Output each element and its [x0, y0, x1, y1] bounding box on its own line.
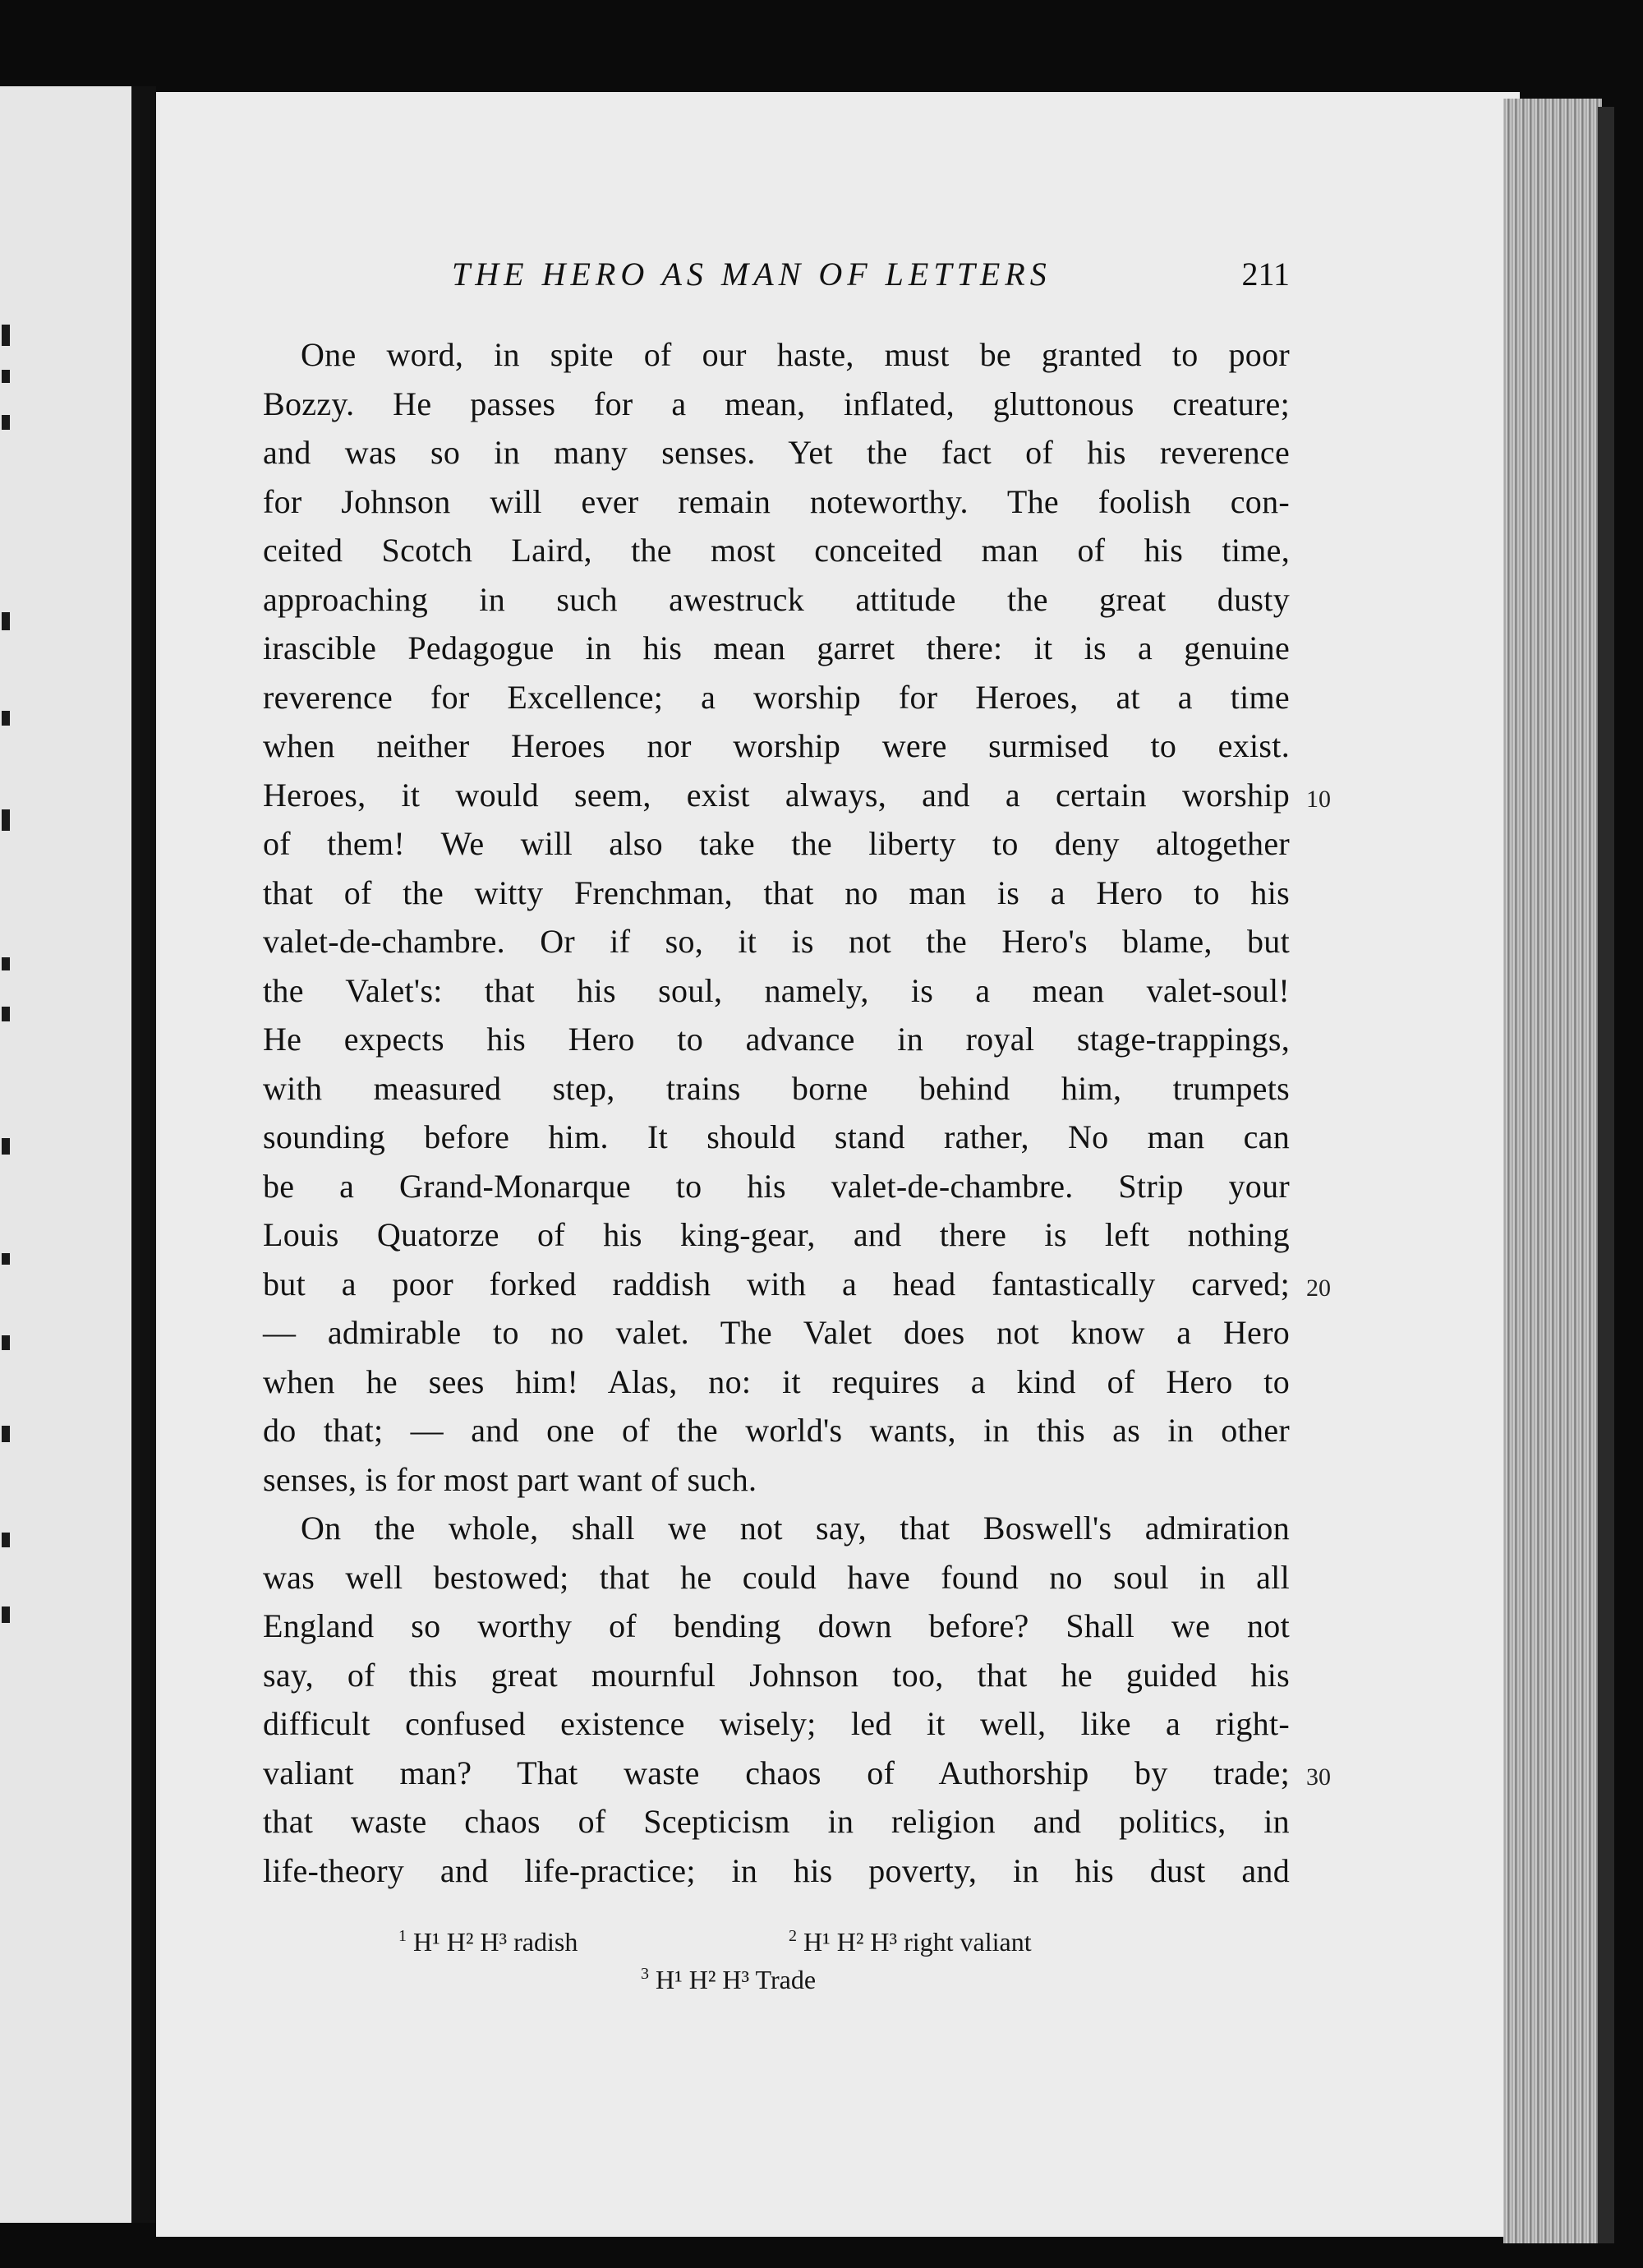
- left-page-text-fragment: [2, 1138, 10, 1155]
- running-head: THE HERO AS MAN OF LETTERS: [452, 256, 1052, 293]
- left-page-text-fragment: [2, 1335, 10, 1350]
- page-header: [263, 255, 1290, 296]
- footnote-marker: 2: [789, 1927, 797, 1945]
- text-line: On the whole, shall we not say, that Boswell's admiration: [301, 1510, 1290, 1547]
- footnote-marker: 3: [641, 1965, 649, 1983]
- left-page-text-fragment: [2, 1533, 10, 1547]
- text-line: [263, 1260, 1290, 1309]
- page-number: 211: [1241, 256, 1290, 293]
- footnote-row: [263, 1923, 1290, 1961]
- text-line: when neither Heroes nor worship were surmised to exist.: [263, 727, 1290, 764]
- footnote-row: [263, 1961, 1290, 1998]
- text-line: of them! We will also take the liberty to deny altogether: [263, 825, 1290, 862]
- text-line: say, of this great mournful Johnson too, that he guided his: [263, 1656, 1290, 1694]
- left-page-text-fragment: [2, 370, 10, 383]
- left-page-text-fragment: [2, 612, 10, 630]
- footnote-2: [789, 1923, 1032, 1961]
- footnote-text: H¹ H² H³ Trade: [656, 1965, 817, 1994]
- text-line: — admirable to no valet. The Valet does not know a Hero: [263, 1314, 1290, 1351]
- text-line: valiant man? That waste chaos of Authorship by trade;: [263, 1754, 1290, 1791]
- text-line: Bozzy. He passes for a mean, inflated, gluttonous creature;: [263, 385, 1290, 422]
- left-page-text-fragment: [2, 809, 10, 831]
- text-line: difficult confused existence wisely; led it well, like a right-: [263, 1705, 1290, 1742]
- left-page-text-fragment: [2, 1253, 10, 1265]
- footnotes: [263, 1923, 1290, 1998]
- footnote-3: [641, 1961, 816, 1998]
- body-text: [263, 330, 1290, 1895]
- footnote-1: [398, 1923, 578, 1961]
- text-line: Louis Quatorze of his king-gear, and there is left nothing: [263, 1216, 1290, 1253]
- text-line: that waste chaos of Scepticism in religion and politics, in: [263, 1803, 1290, 1840]
- text-line: the Valet's: that his soul, namely, is a mean valet-soul!: [263, 971, 1290, 1009]
- left-page-text-fragment: [2, 415, 10, 430]
- left-page-text-fragment: [2, 711, 10, 726]
- left-page-edge: [0, 86, 138, 2223]
- text-line: sounding before him. It should stand rather, No man can: [263, 1118, 1290, 1155]
- footnote-marker: 1: [398, 1927, 407, 1945]
- text-line: ceited Scotch Laird, the most conceited man of his time,: [263, 532, 1290, 569]
- text-line: England so worthy of bending down before? Shall we not: [263, 1607, 1290, 1644]
- left-page-text-fragment: [2, 1606, 10, 1623]
- text-line: reverence for Excellence; a worship for Heroes, at a time: [263, 678, 1290, 716]
- line-number: 30: [1306, 1763, 1331, 1791]
- line-number: 10: [1306, 786, 1331, 813]
- line-number: 20: [1306, 1275, 1331, 1302]
- text-line: approaching in such awestruck attitude the great dusty: [263, 580, 1290, 618]
- text-line: for Johnson will ever remain noteworthy. The foolish con-: [263, 482, 1290, 520]
- text-line: valet-de-chambre. Or if so, it is not the Hero's blame, but: [263, 923, 1290, 960]
- text-line: be a Grand-Monarque to his valet-de-chambre. Strip your: [263, 1167, 1290, 1205]
- text-line: irascible Pedagogue in his mean garret there: it is a genuine: [263, 629, 1290, 666]
- text-line: with measured step, trains borne behind him, trumpets: [263, 1069, 1290, 1107]
- page-edge-shadow: [1598, 107, 1614, 2243]
- text-line: do that; — and one of the world's wants, in this as in other: [263, 1412, 1290, 1449]
- left-page-text-fragment: [2, 325, 10, 346]
- text-line-segment: but a poor forked raddish with a head fantastically carved;: [263, 1265, 1290, 1302]
- text-line: that of the witty Frenchman, that no man is a Hero to his: [263, 874, 1290, 911]
- text-line: and was so in many senses. Yet the fact of his reverence: [263, 434, 1290, 471]
- text-line: He expects his Hero to advance in royal stage-trappings,: [263, 1021, 1290, 1058]
- left-page-text-fragment: [2, 957, 10, 970]
- footnote-text: H¹ H² H³ radish: [413, 1927, 578, 1957]
- text-line: Heroes, it would seem, exist always, and a certain worship: [263, 776, 1290, 814]
- page-edge-stack: [1503, 99, 1602, 2243]
- text-line: when he sees him! Alas, no: it requires a kind of Hero to: [263, 1362, 1290, 1400]
- text-line: life-theory and life-practice; in his poverty, in his dust and: [263, 1851, 1290, 1889]
- footnote-text: H¹ H² H³ right valiant: [803, 1927, 1032, 1957]
- text-line: One word, in spite of our haste, must be granted to poor: [301, 336, 1290, 373]
- text-line: senses, is for most part want of such.: [263, 1460, 757, 1498]
- left-page-text-fragment: [2, 1007, 10, 1021]
- left-page-text-fragment: [2, 1426, 10, 1442]
- text-line: was well bestowed; that he could have found no soul in all: [263, 1558, 1290, 1596]
- book-gutter: [131, 86, 156, 2223]
